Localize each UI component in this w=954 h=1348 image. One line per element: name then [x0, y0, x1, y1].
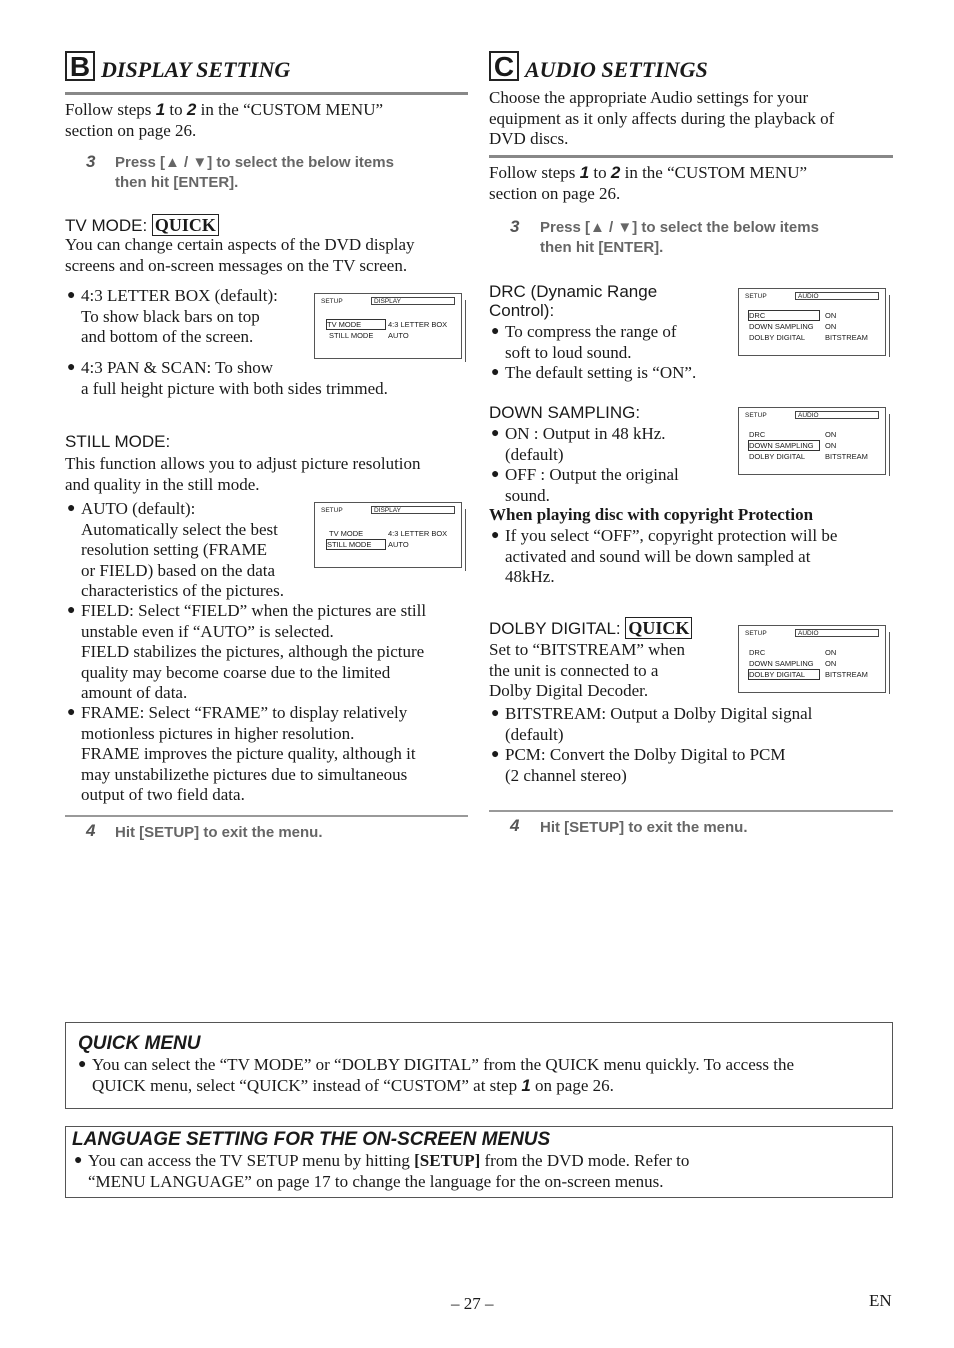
- list-item: ● PCM: Convert the Dolby Digital to PCM (2 channel stereo): [491, 745, 786, 785]
- page-number: – 27 –: [451, 1294, 494, 1313]
- step-number: 4: [86, 821, 96, 840]
- follow-steps: Follow steps 1 to 2 in the “CUSTOM MENU” section on page 26.: [489, 163, 808, 203]
- list-item: ● FRAME: Select “FRAME” to display relatively motionless pictures in higher resolution. FRAME improves the picture quality, although it may unstabilizethe pictures due to simultaneous output of two field data.: [67, 703, 416, 804]
- follow-steps: Follow steps 1 to 2 in the “CUSTOM MENU” section on page 26.: [65, 100, 384, 140]
- quick-badge: QUICK: [152, 214, 219, 236]
- list-item: ● OFF : Output the original sound.: [491, 465, 679, 505]
- list-item: ● You can access the TV SETUP menu by hitting [SETUP] from the DVD mode. Refer to “MENU LANGUAGE” on page 17 to change the language for the on-screen menus.: [74, 1151, 690, 1191]
- list-item: ● The default setting is “ON”.: [491, 363, 697, 382]
- list-item: ● 4:3 PAN & SCAN: To show a full height picture with both sides trimmed.: [67, 358, 388, 398]
- step-number: 3: [86, 152, 96, 171]
- language-setting-box: [65, 1126, 893, 1198]
- list-item: ● To compress the range of soft to loud sound.: [491, 322, 677, 362]
- divider: [489, 155, 893, 158]
- list-item: ● ON : Output in 48 kHz. (default): [491, 424, 666, 464]
- list-item: ● FIELD: Select “FIELD” when the pictures are still unstable even if “AUTO” is selected. FIELD stabilizes the pictures, although the picture quality may become coarse due to the limited amount of data.: [67, 601, 427, 702]
- list-item: ● 4:3 LETTER BOX (default): To show black bars on top and bottom of the screen.: [67, 286, 278, 346]
- divider: [65, 815, 468, 817]
- audio-settings-title: AUDIO SETTINGS: [525, 57, 708, 82]
- section-c-badge: C: [489, 51, 519, 81]
- dolby-digital-heading: DOLBY DIGITAL: QUICK: [489, 617, 692, 639]
- step-text: Press [▲ / ▼] to select the below items then hit [ENTER].: [115, 154, 394, 191]
- step-number: 3: [510, 217, 520, 236]
- step-text: Press [▲ / ▼] to select the below items then hit [ENTER].: [540, 219, 819, 256]
- dolby-desc: Set to “BITSTREAM” when the unit is connected to a Dolby Digital Decoder.: [489, 640, 685, 700]
- down-sampling-heading: DOWN SAMPLING:: [489, 403, 641, 422]
- still-mode-desc: This function allows you to adjust picture resolution and quality in the still mode.: [65, 454, 421, 494]
- language-code: EN: [869, 1291, 892, 1310]
- drc-heading: DRC (Dynamic Range Control):: [489, 282, 658, 320]
- list-item: ● You can select the “TV MODE” or “DOLBY DIGITAL” from the QUICK menu quickly. To access the QUICK menu, select “QUICK” instead of “CUSTOM” at step 1 on page 26.: [78, 1055, 794, 1095]
- section-b-badge: B: [65, 51, 95, 81]
- list-item: ● BITSTREAM: Output a Dolby Digital signal (default): [491, 704, 813, 744]
- copyright-heading: When playing disc with copyright Protection: [489, 505, 814, 524]
- tv-mode-heading: TV MODE: QUICK: [65, 214, 219, 236]
- display-menu-screen: SETUP DISPLAY TV MODE 4:3 LETTER BOX STILL MODE AUTO: [314, 502, 462, 568]
- list-item: ● AUTO (default): Automatically select the best resolution setting (FRAME or FIELD) based on the data characteristics of the pictures.: [67, 499, 284, 600]
- divider: [489, 810, 893, 812]
- step-text: Hit [SETUP] to exit the menu.: [540, 819, 748, 836]
- quick-menu-box: [65, 1022, 893, 1109]
- tv-mode-desc: You can change certain aspects of the DVD display screens and on-screen messages on the TV screen.: [65, 235, 415, 275]
- audio-intro: Choose the appropriate Audio settings for your equipment as it only affects during the playback of DVD discs.: [489, 88, 835, 148]
- quick-menu-title: QUICK MENU: [78, 1033, 201, 1054]
- audio-menu-screen: SETUP AUDIO DRC ON DOWN SAMPLING ON DOLBY DIGITAL BITSTREAM: [738, 407, 886, 475]
- audio-menu-screen: SETUP AUDIO DRC ON DOWN SAMPLING ON DOLBY DIGITAL BITSTREAM: [738, 288, 886, 356]
- audio-menu-screen: SETUP AUDIO DRC ON DOWN SAMPLING ON DOLBY DIGITAL BITSTREAM: [738, 625, 886, 693]
- quick-badge: QUICK: [625, 617, 692, 639]
- display-setting-title: DISPLAY SETTING: [101, 57, 291, 82]
- still-mode-heading: STILL MODE:: [65, 432, 171, 451]
- divider: [65, 92, 468, 95]
- language-setting-title: LANGUAGE SETTING FOR THE ON-SCREEN MENUS: [72, 1129, 551, 1150]
- step-text: Hit [SETUP] to exit the menu.: [115, 824, 323, 841]
- step-number: 4: [510, 816, 520, 835]
- display-menu-screen: SETUP DISPLAY TV MODE 4:3 LETTER BOX STILL MODE AUTO: [314, 293, 462, 359]
- list-item: ● If you select “OFF”, copyright protection will be activated and sound will be down sampled at 48kHz.: [491, 526, 838, 586]
